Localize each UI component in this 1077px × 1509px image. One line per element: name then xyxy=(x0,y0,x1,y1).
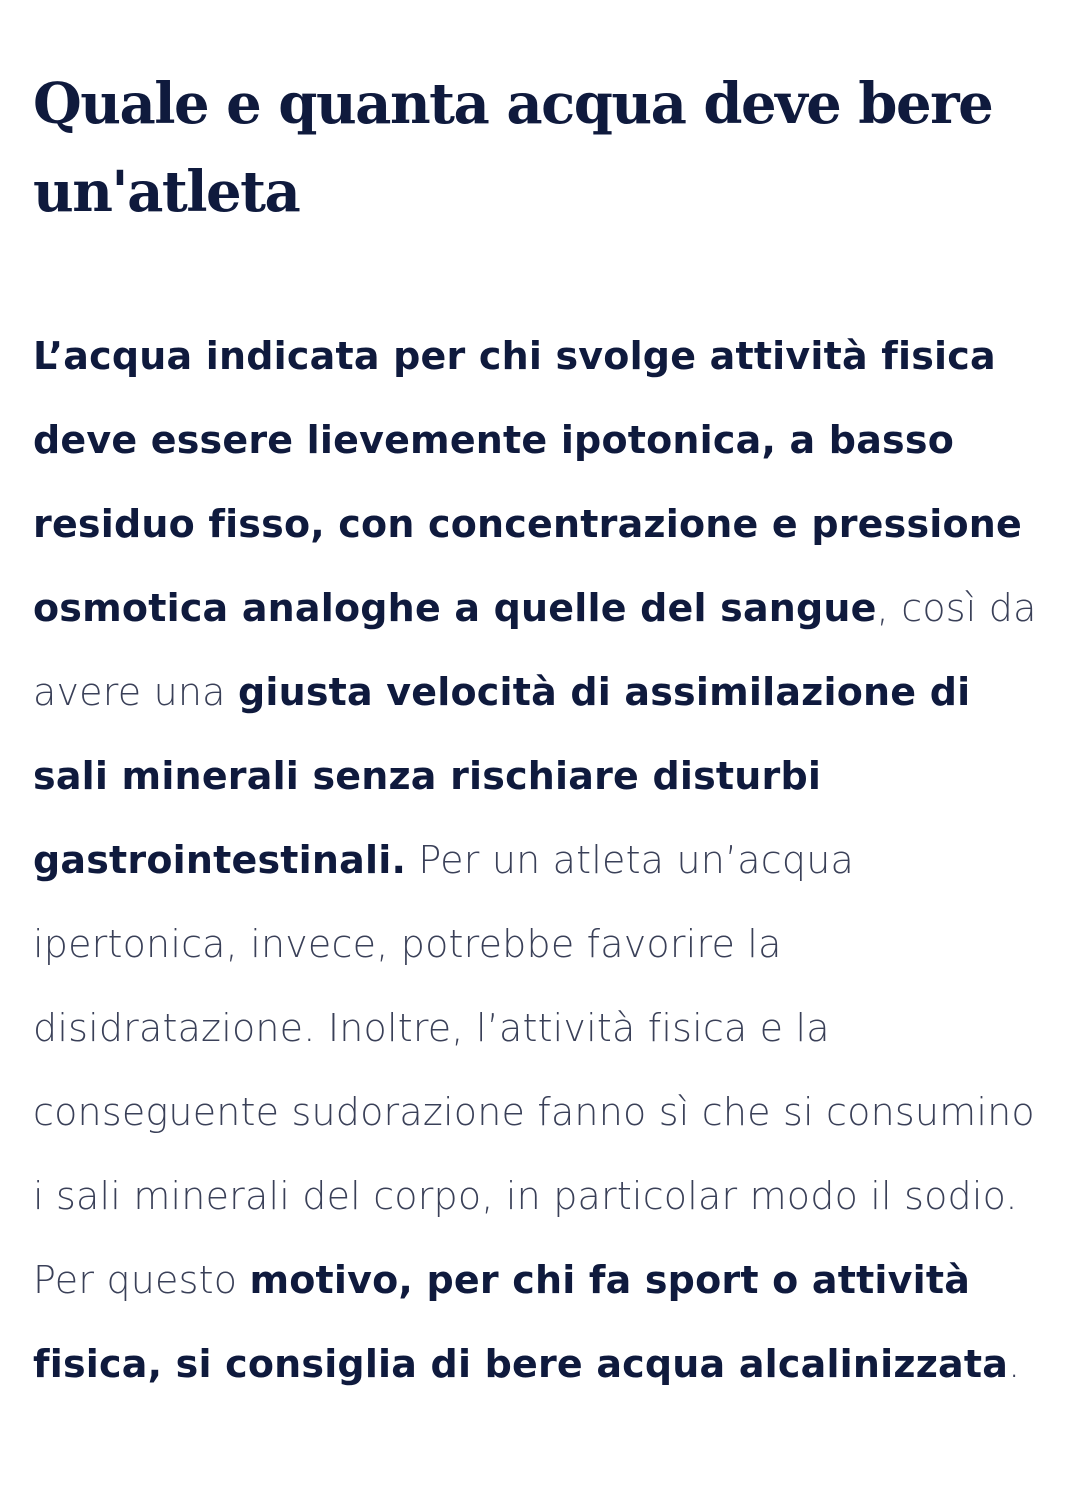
text-segment-4: Per un atleta un’acqua ipertonica, invece, potrebbe favorire la disidratazione. Inoltre, l’attività fisica e la conseguente sudorazione fanno sì che si consumino i sali minerali del corpo, in particolar modo il sodio. Per questo xyxy=(33,838,1035,1302)
text-segment-3: giusta velocità di assimilazione di sali minerali senza rischiare disturbi gastrointestinali. xyxy=(33,670,971,882)
article xyxy=(33,60,1048,1406)
article-paragraph xyxy=(33,314,1048,1406)
article-title: Quale e quanta acqua deve bere un'atleta xyxy=(33,71,993,225)
text-segment-1: L’acqua indicata per chi svolge attività fisica deve essere lievemente ipotonica, a basso residuo fisso, con concentrazione e pressione osmotica analoghe a quelle del sangue xyxy=(33,334,1023,630)
text-segment-5: motivo, per chi fa sport o attività fisica, si consiglia di bere acqua alcalinizzata xyxy=(33,1258,1009,1386)
text-segment-2: , così da avere una xyxy=(33,586,1037,714)
text-segment-6: . xyxy=(1008,1342,1021,1386)
